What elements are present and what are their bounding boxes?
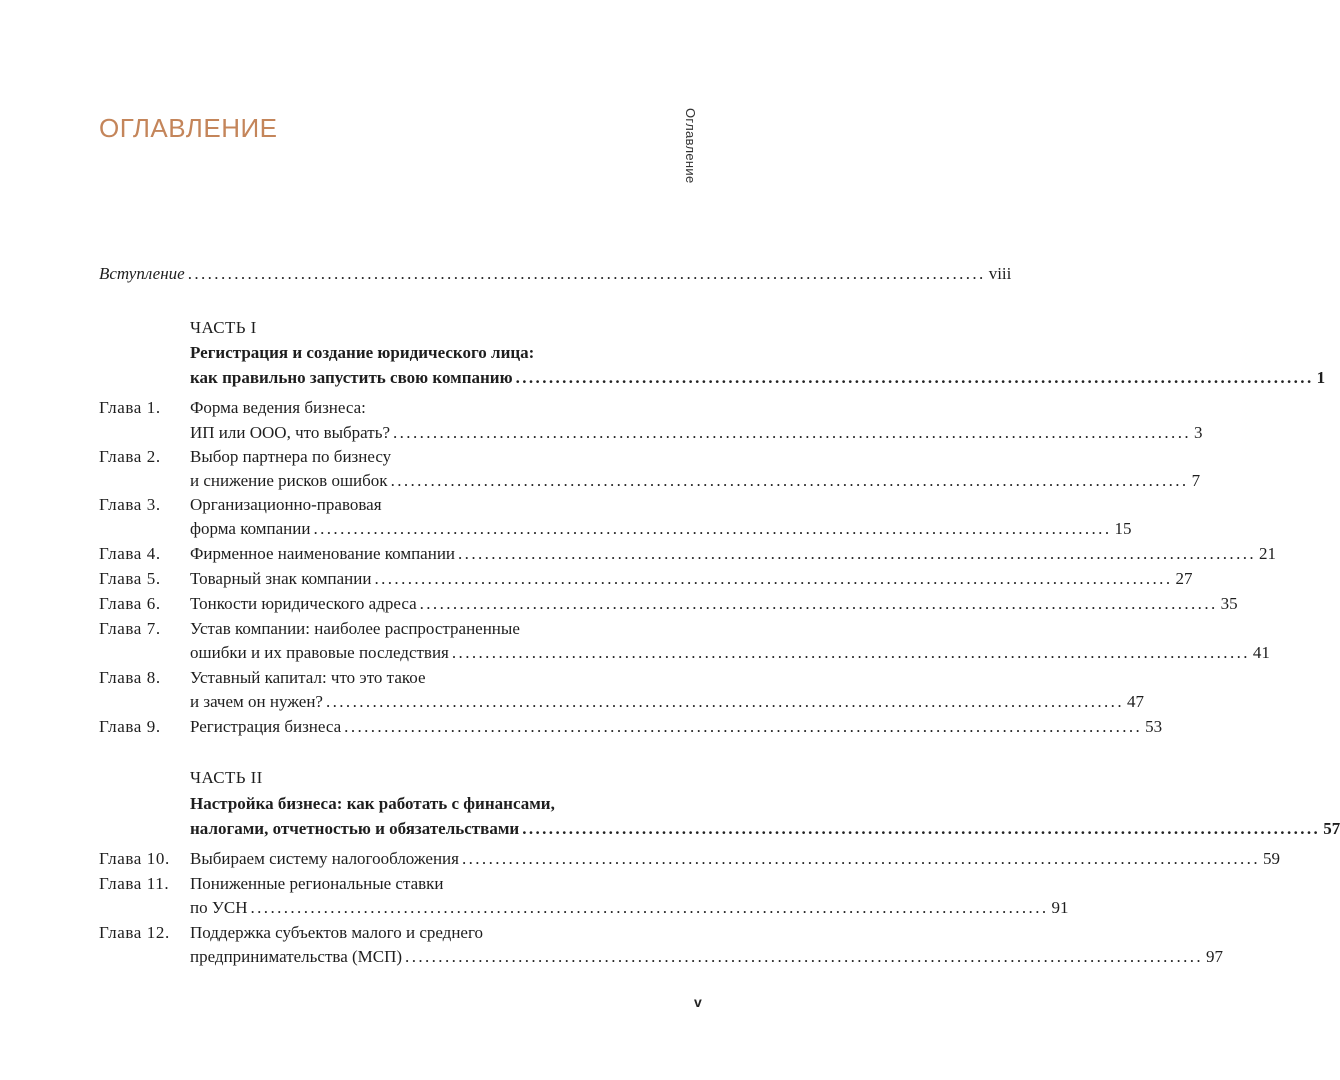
dot-leader: ........................................................................................................................ <box>250 898 1049 917</box>
part-label: ЧАСТЬ I <box>190 318 257 337</box>
chapter-title-line: Тонкости юридического адреса <box>190 594 417 613</box>
chapter-label: Глава 7. <box>99 619 161 638</box>
toc-entry-intro[interactable] <box>99 262 1012 286</box>
toc-entry-chapter-11[interactable] <box>190 896 1069 920</box>
chapter-label: Глава 8. <box>99 668 161 687</box>
dot-leader: ........................................................................................................................ <box>344 717 1143 736</box>
toc-entry-chapter-3[interactable] <box>190 517 1132 541</box>
chapter-title-line: Пониженные региональные ставки <box>190 874 444 893</box>
dot-leader: ........................................................................................................................ <box>461 849 1260 868</box>
dot-leader: ........................................................................................................................ <box>515 368 1314 387</box>
chapter-title-line: Организационно-правовая <box>190 495 382 514</box>
chapter-label: Глава 3. <box>99 495 161 514</box>
chapter-title-line: Товарный знак компании <box>190 569 372 588</box>
chapter-title-line: Регистрация бизнеса <box>190 717 342 736</box>
page-number: v <box>694 994 702 1010</box>
toc-page-number: 57 <box>1323 819 1340 838</box>
chapter-label: Глава 5. <box>99 569 161 588</box>
toc-entry-part-1[interactable] <box>190 366 1326 390</box>
dot-leader: ........................................................................................................................ <box>393 423 1191 442</box>
toc-page-number: 3 <box>1194 423 1203 442</box>
toc-page-number: 91 <box>1051 898 1069 917</box>
chapter-label: Глава 4. <box>99 544 161 563</box>
toc-entry-chapter-12[interactable] <box>190 945 1224 969</box>
toc-page-number: 97 <box>1206 947 1224 966</box>
toc-page-number: 59 <box>1262 849 1280 868</box>
toc-page-number: 21 <box>1259 544 1277 563</box>
chapter-title-line: Выбор партнера по бизнесу <box>190 447 392 466</box>
dot-leader: ........................................................................................................................ <box>187 264 986 283</box>
part-title-line: Регистрация и создание юридического лица: <box>190 343 535 362</box>
toc-page-number: 53 <box>1145 717 1163 736</box>
part-label: ЧАСТЬ II <box>190 768 263 787</box>
chapter-label: Глава 2. <box>99 447 161 466</box>
chapter-title-line: Уставный капитал: что это такое <box>190 668 426 687</box>
chapter-title-line: Поддержка субъектов малого и среднего <box>190 923 484 942</box>
dot-leader: ........................................................................................................................ <box>458 544 1257 563</box>
toc-page-number: 35 <box>1220 594 1238 613</box>
chapter-title-line: Выбираем систему налогообложения <box>190 849 459 868</box>
toc-page-number: 27 <box>1175 569 1193 588</box>
chapter-title-line: по УСН <box>190 898 248 917</box>
toc-entry-chapter-6[interactable] <box>190 592 1238 616</box>
running-header: Оглавление <box>683 108 698 184</box>
chapter-label: Глава 9. <box>99 717 161 736</box>
toc-page-number: viii <box>988 264 1012 283</box>
chapter-title-line: и зачем он нужен? <box>190 692 323 711</box>
part-title-line: Настройка бизнеса: как работать с финансами, <box>190 794 555 813</box>
chapter-label: Глава 10. <box>99 849 170 868</box>
toc-entry-chapter-9[interactable] <box>190 715 1163 739</box>
toc-entry-chapter-8[interactable] <box>190 690 1144 714</box>
toc-entry-chapter-1[interactable] <box>190 421 1203 445</box>
toc-page-number: 7 <box>1191 471 1201 490</box>
toc-entry-chapter-7[interactable] <box>190 641 1270 665</box>
chapter-label: Глава 6. <box>99 594 161 613</box>
chapter-title-line: ИП или ООО, что выбрать? <box>190 423 390 442</box>
toc-entry-title: Вступление <box>99 264 185 283</box>
chapter-title-line: предпринимательства (МСП) <box>190 947 403 966</box>
dot-leader: ........................................................................................................................ <box>405 947 1204 966</box>
toc-entry-chapter-5[interactable] <box>190 567 1193 591</box>
dot-leader: ........................................................................................................................ <box>374 569 1173 588</box>
chapter-title-line: и снижение рисков ошибок <box>190 471 388 490</box>
dot-leader: ........................................................................................................................ <box>390 471 1189 490</box>
dot-leader: ........................................................................................................................ <box>419 594 1218 613</box>
toc-page-number: 47 <box>1126 692 1144 711</box>
part-title-line: как правильно запустить свою компанию <box>190 368 513 387</box>
chapter-title-line: форма компании <box>190 519 311 538</box>
toc-page-number: 41 <box>1252 643 1270 662</box>
toc-page-number: 1 <box>1316 368 1326 387</box>
dot-leader: ........................................................................................................................ <box>325 692 1124 711</box>
dot-leader: ........................................................................................................................ <box>313 519 1112 538</box>
chapter-label: Глава 11. <box>99 874 170 893</box>
toc-entry-chapter-2[interactable] <box>190 469 1201 493</box>
toc-entry-chapter-10[interactable] <box>190 847 1280 871</box>
chapter-label: Глава 12. <box>99 923 170 942</box>
page-title: ОГЛАВЛЕНИЕ <box>99 113 278 143</box>
chapter-title-line: Фирменное наименование компании <box>190 544 456 563</box>
toc-entry-part-2[interactable] <box>190 817 1340 841</box>
chapter-title-line: ошибки и их правовые последствия <box>190 643 449 662</box>
dot-leader: ........................................................................................................................ <box>522 819 1321 838</box>
chapter-title-line: Форма ведения бизнеса: <box>190 398 366 417</box>
part-title-line: налогами, отчетностью и обязательствами <box>190 819 520 838</box>
dot-leader: ........................................................................................................................ <box>451 643 1250 662</box>
chapter-title-line: Устав компании: наиболее распространенные <box>190 619 520 638</box>
toc-entry-chapter-4[interactable] <box>190 542 1277 566</box>
chapter-label: Глава 1. <box>99 398 161 417</box>
toc-page-number: 15 <box>1114 519 1132 538</box>
